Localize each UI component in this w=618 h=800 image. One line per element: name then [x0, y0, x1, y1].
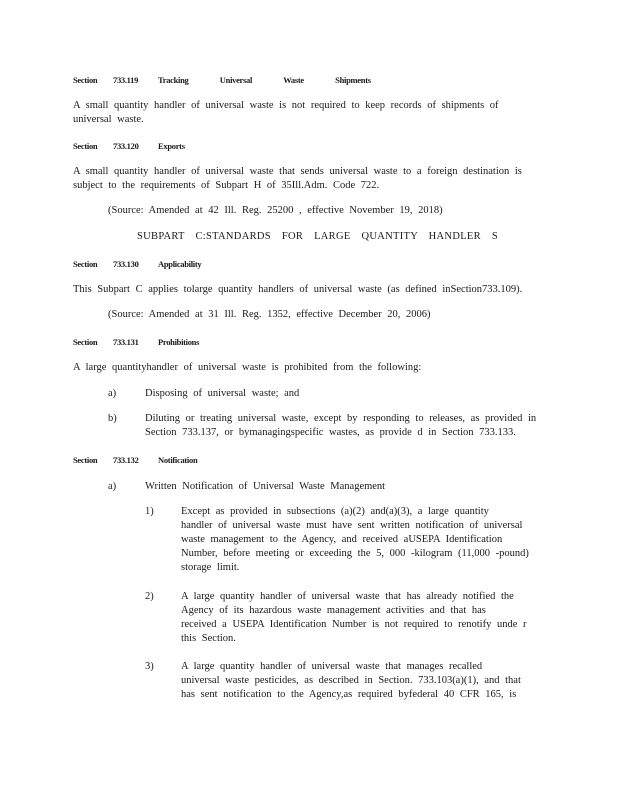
section-title: Exports	[158, 141, 185, 151]
section-heading-733-120	[73, 141, 185, 151]
item-line: Diluting or treating universal waste, except by responding to releases, as provided in	[145, 413, 537, 424]
paragraph-line: subject to the requirements of Subpart H of 35Ill.Adm. Code 722.	[73, 180, 380, 191]
list-marker: a)	[108, 388, 117, 399]
list-marker: 1)	[145, 506, 154, 517]
paragraph-line: A small quantity handler of universal waste that sends universal waste to a foreign destination is	[73, 166, 522, 177]
item-line: A large quantity handler of universal waste that has already notified the	[181, 591, 514, 602]
section-label: Section	[73, 75, 98, 85]
item-line: this Section.	[181, 633, 236, 644]
section-heading-733-132	[73, 455, 197, 465]
item-line: storage limit.	[181, 562, 240, 573]
item-line: handler of universal waste must have sent written notification of universal	[181, 520, 523, 531]
item-line: has sent notification to the Agency,as required byfederal 40 CFR 165, is	[181, 689, 517, 700]
paragraph-line: universal waste.	[73, 114, 144, 125]
section-label: Section	[73, 141, 98, 151]
paragraph-prohibitions: A large quantityhandler of universal waste is prohibited from the following:	[73, 362, 422, 373]
section-heading-733-131	[73, 337, 199, 347]
notification-item-1	[181, 505, 529, 575]
item-line: waste management to the Agency, and received aUSEPA Identification	[181, 534, 503, 545]
paragraph-exports	[73, 165, 553, 193]
item-line: Number, before meeting or exceeding the 5, 000 -kilogram (11,000 -pound)	[181, 548, 529, 559]
section-title: Notification	[158, 455, 198, 465]
section-title: Applicability	[158, 259, 202, 269]
item-line: received a USEPA Identification Number is not required to renotify unde r	[181, 619, 527, 630]
notification-item-2	[181, 590, 527, 646]
section-title: Prohibitions	[158, 337, 200, 347]
list-marker: a)	[108, 481, 117, 492]
item-line: Section 733.137, or bymanagingspecific wastes, as provide d in Section 733.133.	[145, 427, 516, 438]
section-number: 733.131	[113, 337, 139, 347]
section-heading-733-130	[73, 259, 201, 269]
source-note-1: (Source: Amended at 42 Ill. Reg. 25200 , effective November 19, 2018)	[108, 205, 443, 216]
item-line: Except as provided in subsections (a)(2) and(a)(3), a large quantity	[181, 506, 489, 517]
section-label: Section	[73, 259, 98, 269]
prohibition-item-a: Disposing of universal waste; and	[145, 388, 300, 399]
section-number: 733.132	[113, 455, 139, 465]
section-number: 733.130	[113, 259, 139, 269]
list-marker: 2)	[145, 591, 154, 602]
section-label: Section	[73, 455, 98, 465]
section-number: 733.120	[113, 141, 139, 151]
item-line: A large quantity handler of universal waste that manages recalled	[181, 661, 483, 672]
prohibition-item-b	[145, 412, 536, 440]
paragraph-line: A small quantity handler of universal waste is not required to keep records of shipments of	[73, 100, 499, 111]
source-note-2: (Source: Amended at 31 Ill. Reg. 1352, effective December 20, 2006)	[108, 309, 431, 320]
list-marker: b)	[108, 413, 117, 424]
paragraph-tracking	[73, 99, 553, 127]
paragraph-applicability: This Subpart C applies tolarge quantity handlers of universal waste (as defined inSection733.109).	[73, 284, 523, 295]
notification-title: Written Notification of Universal Waste Management	[145, 481, 386, 492]
list-marker: 3)	[145, 661, 154, 672]
section-label: Section	[73, 337, 98, 347]
item-line: Agency of its hazardous waste management activities and that has	[181, 605, 486, 616]
section-number: 733.119	[113, 75, 139, 85]
section-heading-733-119	[73, 75, 371, 85]
notification-item-3	[181, 660, 521, 702]
section-title: Tracking Universal Waste Shipments	[158, 75, 371, 85]
subpart-heading: SUBPART C:STANDARDS FOR LARGE QUANTITY HANDLER S	[137, 231, 498, 242]
item-line: universal waste pesticides, as described in Section. 733.103(a)(1), and that	[181, 675, 521, 686]
